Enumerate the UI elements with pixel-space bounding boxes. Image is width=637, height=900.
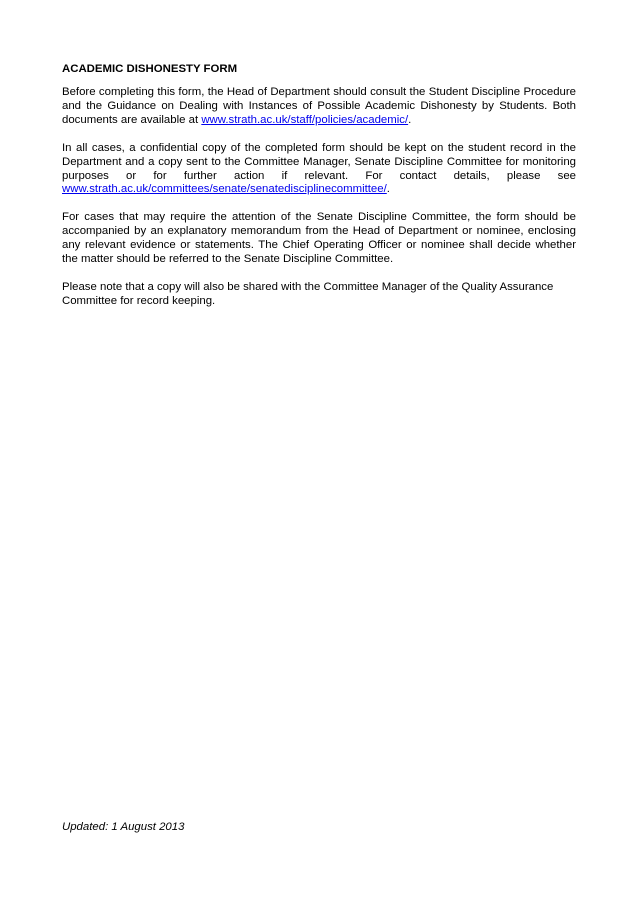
paragraph-confidential-copy xyxy=(62,142,576,198)
updated-date: Updated: 1 August 2013 xyxy=(62,821,185,833)
paragraph-punctuation: . xyxy=(386,183,390,196)
paragraph-before-completing xyxy=(62,86,576,128)
paragraph-text: In all cases, a confidential copy of the completed form should be kept on the student record in the Department and a copy sent to the Committee Manager, Senate Discipline Committee for monitoring purposes or for further action if relevant. For contact details, please see xyxy=(62,141,576,182)
paragraph-punctuation: . xyxy=(408,113,412,126)
paragraph-text: Before completing this form, the Head of Department should consult the Student Discipline Procedure and the Guidance on Dealing with Instances of Possible Academic Dishonesty by Students. Both documents are available at xyxy=(62,86,576,126)
paragraph-quality-assurance: Please note that a copy will also be shared with the Committee Manager of the Quality Assurance Committee for record keeping. xyxy=(62,280,554,307)
document-title: ACADEMIC DISHONESTY FORM xyxy=(62,63,238,75)
academic-policies-link[interactable]: www.strath.ac.uk/staff/policies/academic/ xyxy=(201,113,409,126)
senate-discipline-committee-link[interactable]: www.strath.ac.uk/committees/senate/senatedisciplinecommittee/ xyxy=(62,183,387,196)
document-page xyxy=(62,62,576,323)
paragraph-senate-cases: For cases that may require the attention of the Senate Discipline Committee, the form should be accompanied by an explanatory memorandum from the Head of Department or nominee, enclosing any relevant evidence or statements. The Chief Operating Officer or nominee shall decide whether the matter should be referred to the Senate Discipline Committee. xyxy=(62,211,576,266)
